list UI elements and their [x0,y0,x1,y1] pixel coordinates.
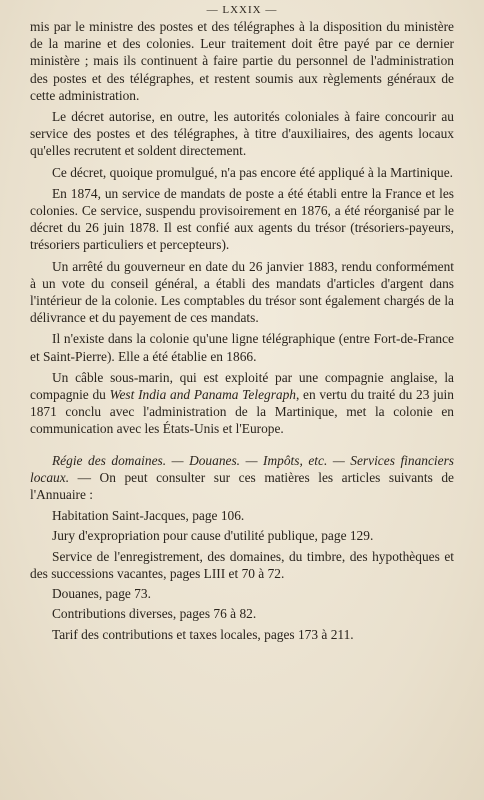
cable-text-before: Un câble sous-marin, qui est exploité par une compagnie anglaise, la compagnie du [30,369,454,403]
regie-paragraph [30,452,454,504]
paragraph: En 1874, un service de mandats de poste a été établi entre la France et les colonies. Ce service, suspendu provisoirement en 1876, a été réorganisé par le décret du 26 juin 1878. Il est confié aux agents du trésor (trésoriers-payeurs, trésoriers particuliers et percepteurs). [30,185,454,253]
cable-text-after: , en vertu du traité du 23 juin 1871 conclu avec l'administration de la Martinique, met la colonie en communication avec les États-Unis et l'Europe. [30,387,454,437]
paragraph: Il n'existe dans la colonie qu'une ligne télégraphique (entre Fort-de-France et Saint-Pierre). Elle a été établie en 1866. [30,331,454,364]
regie-heading: Régie des domaines. — Douanes. — Impôts, etc. — Services financiers locaux. [30,452,454,485]
company-name: West India and Panama Telegraph [109,387,296,403]
list-item: Contributions diverses, pages 76 à 82. [52,606,257,622]
paragraph: Un arrêté du gouverneur en date du 26 janvier 1883, rendu conformément à un vote du conseil général, a établi des mandats d'articles d'argent dans l'intérieur de la colonie. Les comptables du trésor sont également chargés de la délivrance et du payement de ces mandats. [30,258,454,326]
paragraph-cable [30,369,454,438]
list-item: Douanes, page 73. [52,586,151,602]
regie-text: — On peut consulter sur ces matières les articles suivants de l'Annuaire : [30,469,454,503]
list-item: Jury d'expropriation pour cause d'utilité publique, page 129. [52,528,374,544]
paragraph: mis par le ministre des postes et des télégraphes à la disposition du ministère de la marine et des colonies. Leur traitement doit être payé par ce dernier ministère ; mais ils continuent à faire partie du personnel de l'administration des postes et des télégraphes, et restent soumis aux règlements généraux de cette administration. [30,19,454,103]
list-item: Habitation Saint-Jacques, page 106. [52,508,245,524]
reference-list [30,507,454,642]
paragraph: Le décret autorise, en outre, les autorités coloniales à faire concourir au service des postes et des télégraphes, à titre d'auxiliaires, des agents locaux qu'elles recrutent et soldent directement. [30,109,454,159]
list-item: Tarif des contributions et taxes locales, pages 173 à 211. [52,626,354,642]
page-number-header: — LXXIX — [206,4,278,16]
paragraph: Ce décret, quoique promulgué, n'a pas encore été appliqué à la Martinique. [52,164,454,180]
page-body [30,18,454,646]
list-item: Service de l'enregistrement, des domaines, du timbre, des hypothèques et des successions vacantes, pages LIII et 70 à 72. [30,548,454,581]
